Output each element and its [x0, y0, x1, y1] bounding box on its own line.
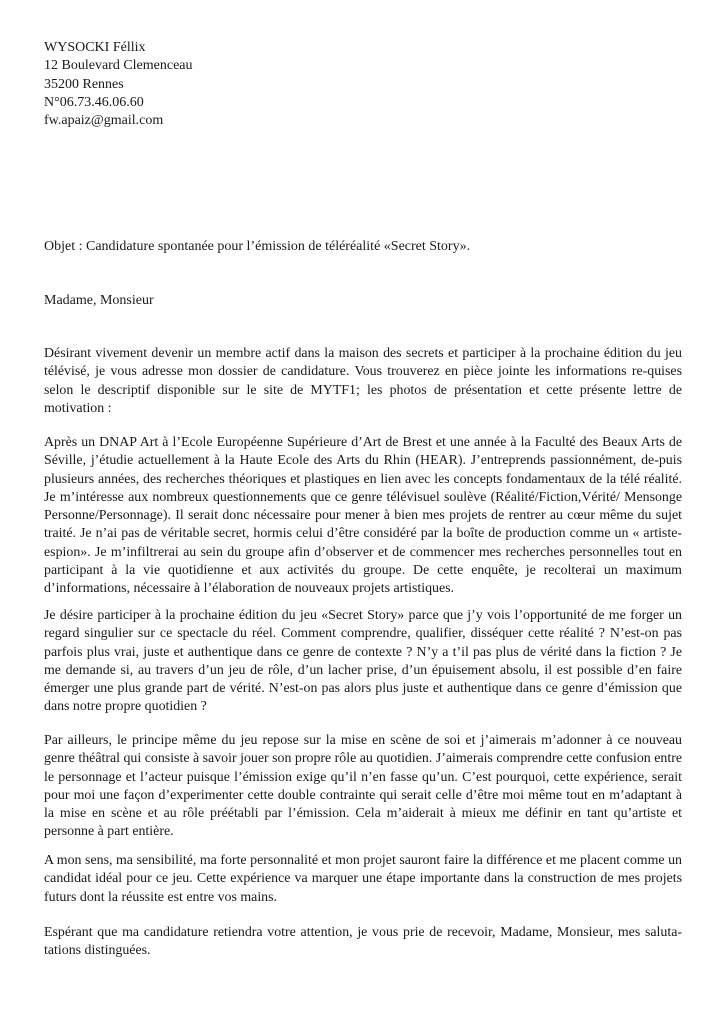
paragraph-role: Par ailleurs, le principe même du jeu repose sur la mise en scène de soi et j’aimerais m’adonner à ce nouveau genre théâtral qui consiste à savoir jouer son propre rôle au quotidien. J’aimerais comprendre cette confusion entre le personnage et l’acteur puisque l’émission exige qu’il n’en fasse qu’un. C’est pourquoi, cette expérience, serait pour moi une façon d’experimenter cette double contrainte qui serait celle d’être moi même tout en m’adaptant à la mise en scène et au rôle préétabli par l’émission. Cela m’aiderait à mieux me définir en tant qu’artiste et personne à part entière. — [44, 733, 682, 840]
paragraph-closing: Espérant que ma candidature retiendra votre attention, je vous prie de recevoir, Madame, Monsieur, mes saluta-tations distinguées. — [44, 925, 682, 959]
object-line: Objet : Candidature spontanée pour l’émission de téléréalité «Secret Story». — [44, 239, 471, 254]
paragraph-background: Après un DNAP Art à l’Ecole Européenne Supérieure d’Art de Brest et une année à la Faculté des Beaux Arts de Séville, j’étudie actuellement à la Haute Ecole des Arts du Rhin (HEAR). J’entreprends passionnément, de-puis plusieurs années, des recherches théoriques et plastiques en lien avec les concepts fondamentaux de la télé réalité. Je m’intéresse aux nombreux questionnements que ce genre télévisuel soulève (Réalité/Fiction,Vérité/ Mensonge Personne/Personnage). Il serait donc nécessaire pour mener à bien mes projets de rentrer au cœur même du sujet traité. Je n’ai pas de véritable secret, hormis celui d’être considéré par la boîte de production comme un « artiste-espion». Je m’infiltrerai au sein du groupe afin d’observer et de commencer mes recherches personnelles tout en participant à la vie quotidienne et aux activités du groupe. De cette enquête, je recolterai un maximum d’informations, nécessaire à l’élaboration de nouveaux projets artistiques. — [44, 435, 682, 597]
sender-name: WYSOCKI Féllix — [44, 40, 146, 55]
sender-phone: N°06.73.46.06.60 — [44, 94, 144, 110]
paragraph-motivation: Je désire participer à la prochaine édition du jeu «Secret Story» parce que j’y vois l’opportunité de me forger un regard singulier sur ce spectacle du réel. Comment comprendre, qualifier, disséquer cette réalité ? N’est-on pas parfois plus vrai, juste et authentique dans ce genre de contexte ? N’y a t’il pas plus de vérité dans la fiction ? Je me demande si, au travers d’un jeu de rôle, d’un lacher prise, d’un épuisement absolu, il est possible d’en faire émerger une plus grande part de vérité. N’est-on pas alors plus juste et authentique dans ce genre d’émission que dans notre propre quotidien ? — [44, 608, 682, 715]
sender-address-line2: 35200 Rennes — [44, 76, 124, 92]
sender-block — [44, 39, 193, 130]
sender-address-line1: 12 Boulevard Clemenceau — [44, 58, 193, 74]
salutation: Madame, Monsieur — [44, 293, 154, 308]
sender-email: fw.apaiz@gmail.com — [44, 113, 164, 129]
paragraph-conclusion: A mon sens, ma sensibilité, ma forte personnalité et mon projet sauront faire la différence et me placent comme un candidat idéal pour ce jeu. Cette expérience va marquer une étape importante dans la construction de mes projets futurs dont la réussite est entre vos mains. — [44, 853, 682, 905]
paragraph-intro: Désirant vivement devenir un membre actif dans la maison des secrets et participer à la prochaine édition du jeu télévisé, je vous adresse mon dossier de candidature. Vous trouverez en pièce jointe les informations re-quises selon le descriptif disponible sur le site de MYTF1; les photos de présentation et cette présente lettre de motivation : — [44, 346, 682, 416]
